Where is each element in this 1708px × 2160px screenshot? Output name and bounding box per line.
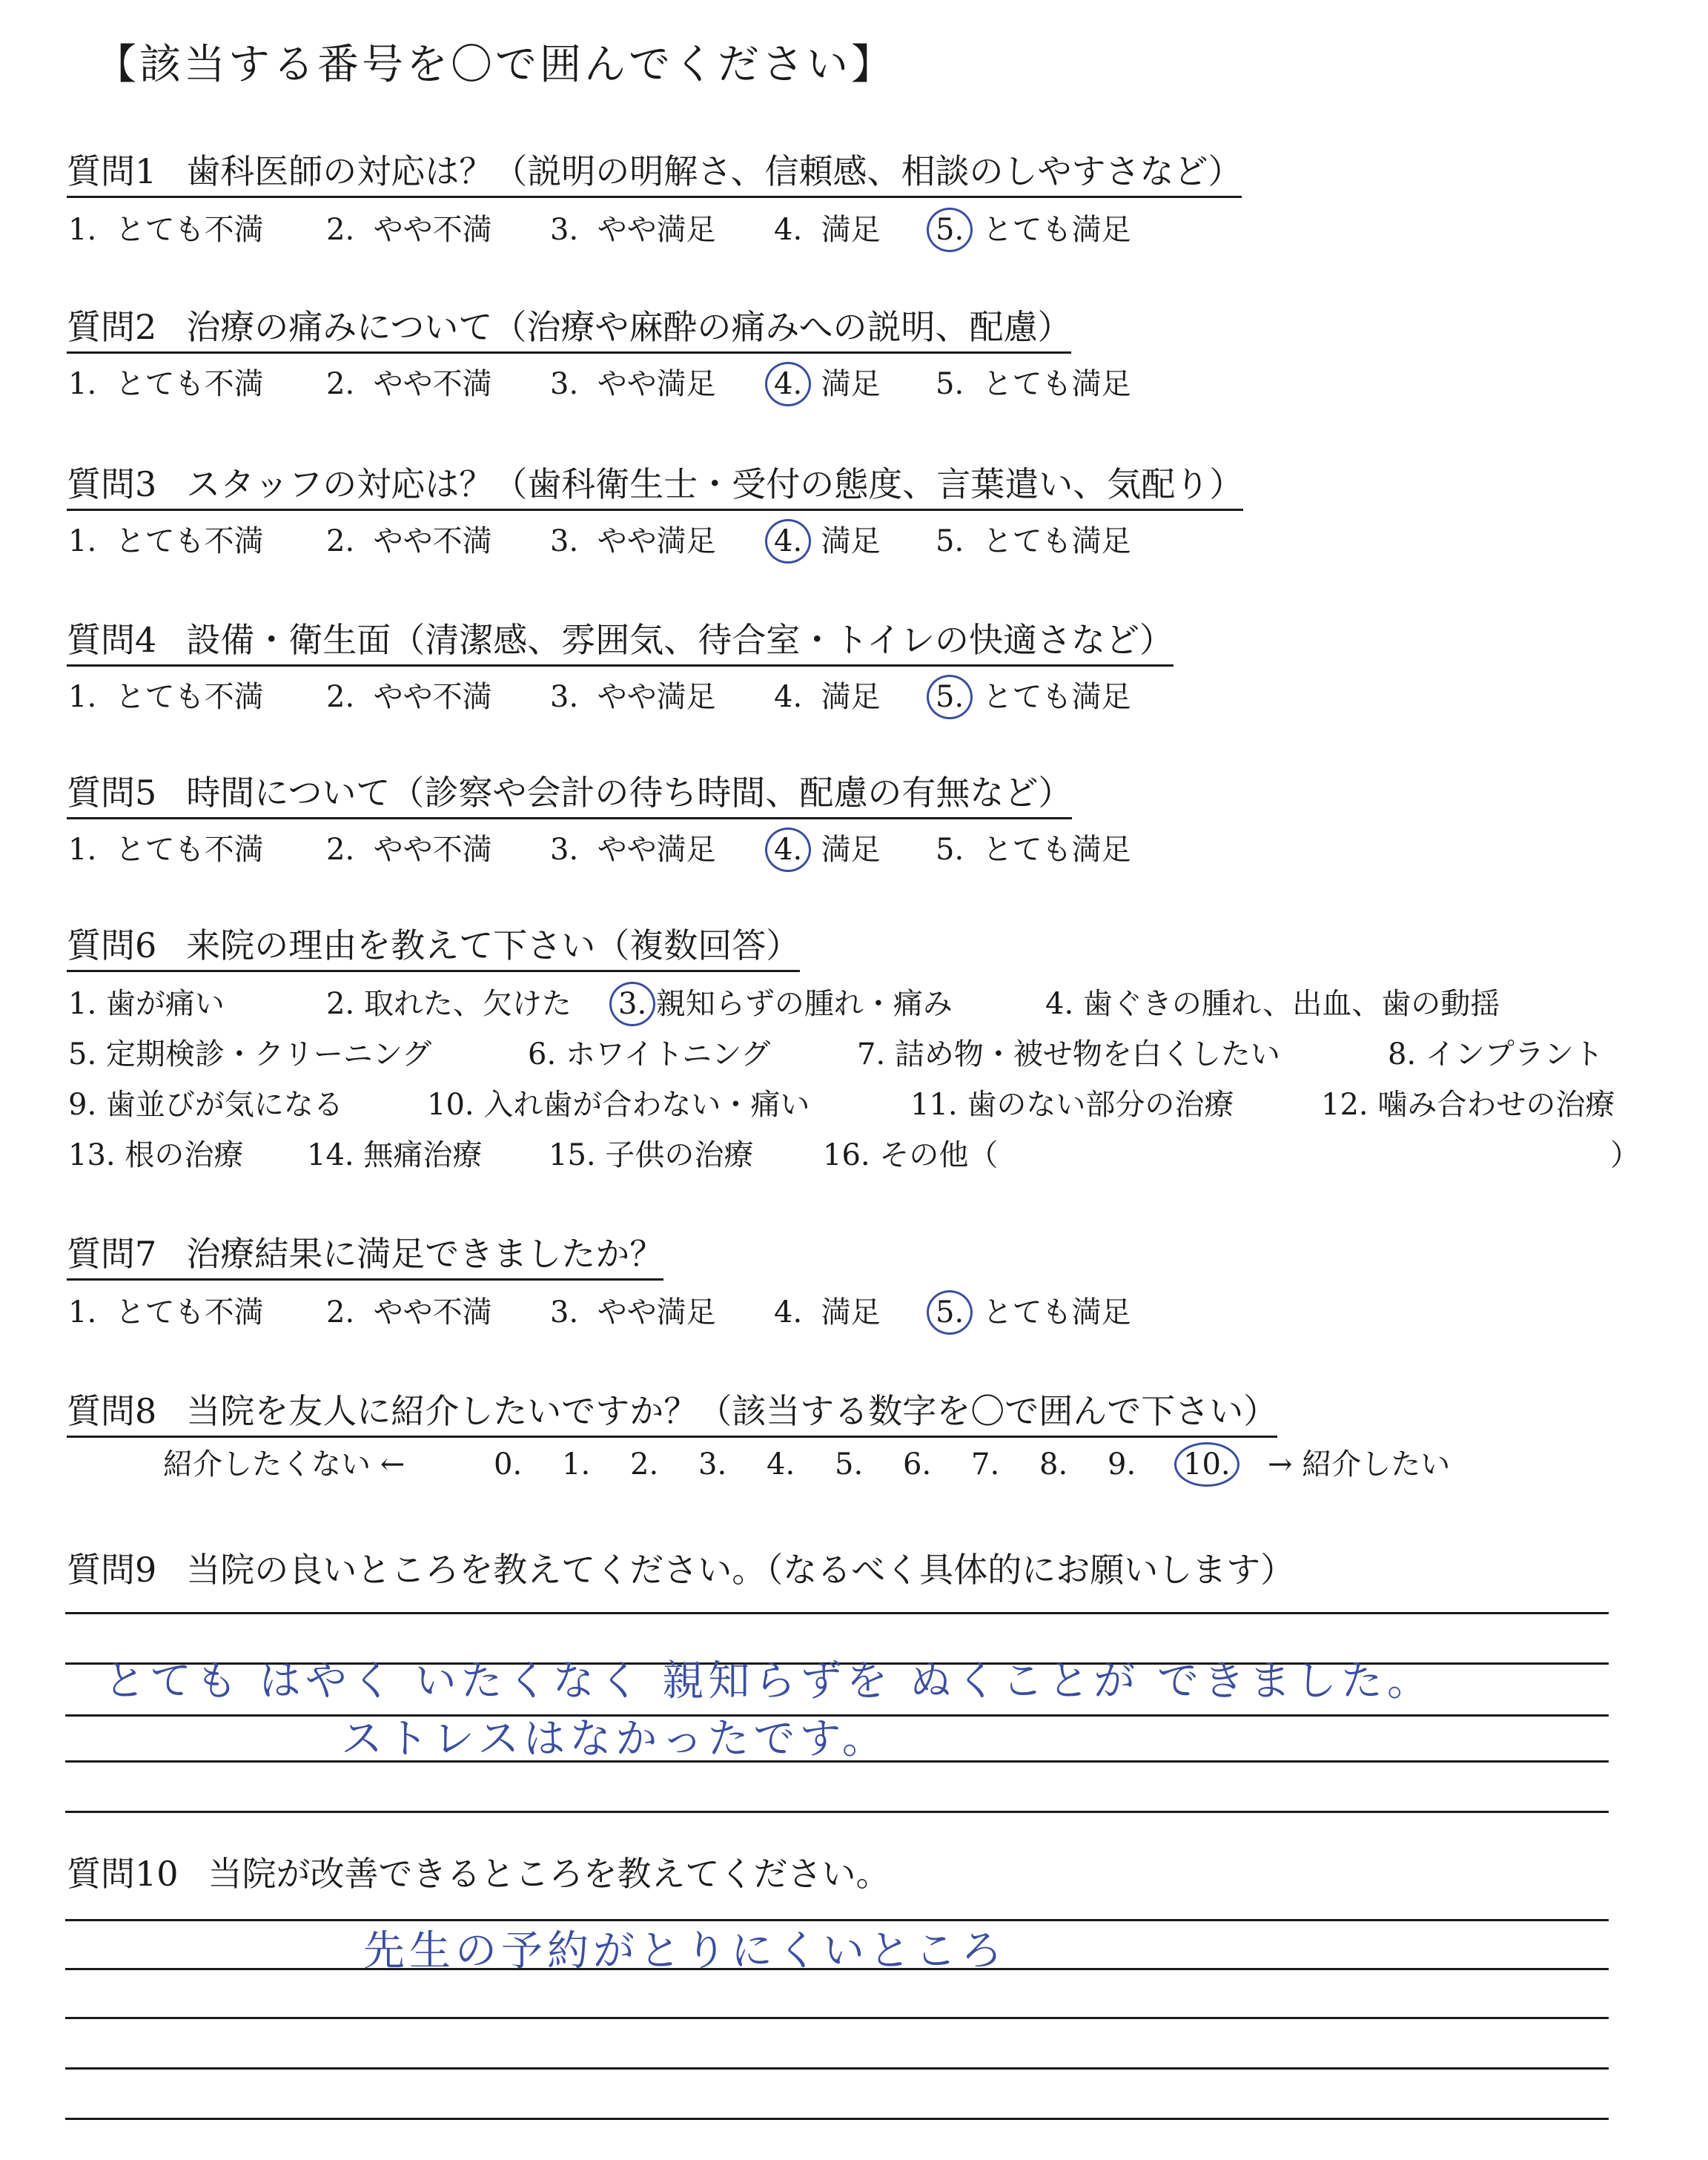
option-number[interactable]: 3. xyxy=(550,680,579,714)
question-10 xyxy=(67,1854,890,1894)
question-text: 歯科医師の対応は？（説明の明解さ、信頼感、相談のしやすさなど） xyxy=(186,151,1242,191)
selected-answer-circle[interactable]: 4. xyxy=(774,833,803,867)
option-number[interactable]: 4. xyxy=(774,213,803,247)
reason-item[interactable]: 4. 歯ぐきの腫れ、出血、歯の動揺 xyxy=(1045,987,1500,1021)
option-label[interactable]: やや満足 xyxy=(597,1295,716,1330)
question-number: 質問8 xyxy=(67,1391,157,1431)
option-number[interactable]: 1. xyxy=(68,213,97,247)
question-text: 当院を友人に紹介したいですか？（該当する数字を〇で囲んで下さい） xyxy=(186,1391,1278,1431)
option-number[interactable]: 2. xyxy=(326,1295,355,1330)
handwritten-answer-q9-line2[interactable]: ストレスはなかったです。 xyxy=(341,1715,888,1763)
question-6 xyxy=(67,925,801,972)
answer-line xyxy=(65,2017,1609,2019)
reason-item[interactable]: 7. 詰め物・被せ物を白くしたい xyxy=(857,1037,1280,1071)
option-label[interactable]: とても満足 xyxy=(982,213,1131,247)
question-text: スタッフの対応は？（歯科衛生士・受付の態度、言葉遣い、気配り） xyxy=(186,464,1244,504)
reason-item[interactable]: 6. ホワイトニング xyxy=(528,1037,771,1071)
question-7 xyxy=(67,1234,664,1281)
question-number: 質問3 xyxy=(67,464,157,504)
scale-option[interactable]: 4. xyxy=(767,1447,795,1482)
option-label[interactable]: 満足 xyxy=(821,1295,881,1330)
option-label[interactable]: 満足 xyxy=(821,680,881,714)
question-2 xyxy=(67,307,1072,354)
option-label[interactable]: やや不満 xyxy=(373,680,492,714)
handwritten-answer-q10-line1[interactable]: 先生の予約がとりにくいところ xyxy=(363,1927,1007,1975)
scale-option[interactable]: 0. xyxy=(494,1447,523,1482)
option-label[interactable]: やや不満 xyxy=(373,213,492,247)
question-1 xyxy=(67,151,1242,198)
selected-answer-circle[interactable]: 10. xyxy=(1183,1447,1231,1482)
question-number: 質問9 xyxy=(67,1550,157,1590)
option-label[interactable]: とても満足 xyxy=(982,1295,1131,1330)
scale-option[interactable]: 7. xyxy=(971,1447,1000,1482)
option-number[interactable]: 4. xyxy=(774,680,803,714)
option-label[interactable]: とても不満 xyxy=(115,833,264,867)
question-number: 質問10 xyxy=(67,1854,179,1894)
scale-option[interactable]: 5. xyxy=(835,1447,864,1482)
option-label[interactable]: とても不満 xyxy=(115,367,264,401)
reason-item[interactable] xyxy=(618,989,953,1019)
reason-item[interactable]: 8. インプラント xyxy=(1388,1037,1603,1071)
option-number[interactable]: 4. xyxy=(774,1295,803,1330)
option-label[interactable]: とても満足 xyxy=(982,524,1131,558)
reason-item[interactable]: 14. 無痛治療 xyxy=(307,1138,483,1172)
reason-item[interactable]: 13. 根の治療 xyxy=(68,1138,244,1172)
reason-item[interactable]: 1. 歯が痛い xyxy=(68,987,225,1021)
option-label[interactable]: 満足 xyxy=(821,367,881,401)
answer-line xyxy=(65,2118,1609,2120)
reason-other[interactable]: 16. その他（ xyxy=(823,1138,999,1172)
option-number[interactable]: 1. xyxy=(68,1295,97,1330)
scale-right-label: → 紹介したい xyxy=(1268,1447,1451,1482)
option-number[interactable]: 5. xyxy=(936,367,964,401)
option-label[interactable]: やや満足 xyxy=(597,833,716,867)
option-label[interactable]: とても満足 xyxy=(982,833,1131,867)
question-number: 質問2 xyxy=(67,307,157,347)
option-label[interactable]: やや不満 xyxy=(373,833,492,867)
option-number[interactable]: 2. xyxy=(326,213,355,247)
question-text: 設備・衛生面（清潔感、雰囲気、待合室・トイレの快適さなど） xyxy=(186,620,1174,660)
option-number[interactable]: 1. xyxy=(68,833,97,867)
question-number: 質問4 xyxy=(67,620,157,660)
reason-item[interactable]: 10. 入れ歯が合わない・痛い xyxy=(427,1088,810,1122)
option-label[interactable]: やや満足 xyxy=(597,213,716,247)
question-number: 質問7 xyxy=(67,1234,157,1274)
selected-answer-circle[interactable]: 4. xyxy=(774,524,803,558)
option-label[interactable]: 満足 xyxy=(821,213,881,247)
selected-answer-circle[interactable]: 5. xyxy=(936,1295,964,1330)
question-text: 当院が改善できるところを教えてください。 xyxy=(208,1854,890,1894)
reason-item[interactable]: 9. 歯並びが気になる xyxy=(68,1088,343,1122)
page-heading: 【該当する番号を〇で囲んでください】 xyxy=(95,41,896,89)
answer-line xyxy=(65,1612,1609,1614)
option-number[interactable]: 1. xyxy=(68,367,97,401)
question-3 xyxy=(67,464,1244,511)
question-number: 質問1 xyxy=(67,151,157,191)
scale-option[interactable]: 8. xyxy=(1039,1447,1068,1482)
answer-line xyxy=(65,1919,1609,1921)
scale-option[interactable]: 2. xyxy=(630,1447,659,1482)
selected-answer-circle[interactable]: 3. xyxy=(618,987,647,1021)
question-number: 質問5 xyxy=(67,773,157,813)
option-label[interactable]: 満足 xyxy=(821,833,881,867)
option-number[interactable]: 3. xyxy=(550,833,579,867)
option-label[interactable]: とても不満 xyxy=(115,524,264,558)
option-number[interactable]: 2. xyxy=(326,367,355,401)
option-label[interactable]: やや不満 xyxy=(373,367,492,401)
question-number: 質問6 xyxy=(67,925,157,965)
question-text: 来院の理由を教えて下さい（複数回答） xyxy=(186,925,801,965)
reason-other-close: ） xyxy=(1610,1138,1640,1172)
option-label[interactable]: とても満足 xyxy=(982,367,1131,401)
option-label[interactable]: やや満足 xyxy=(597,367,716,401)
option-number[interactable]: 1. xyxy=(68,680,97,714)
option-label[interactable]: やや満足 xyxy=(597,524,716,558)
reason-item[interactable]: 12. 噛み合わせの治療 xyxy=(1321,1088,1615,1122)
reason-item[interactable]: 11. 歯のない部分の治療 xyxy=(910,1088,1234,1122)
selected-answer-circle[interactable]: 5. xyxy=(936,213,964,247)
option-label[interactable]: とても不満 xyxy=(115,680,264,714)
question-4 xyxy=(67,620,1174,667)
reason-item[interactable]: 15. 子供の治療 xyxy=(549,1138,754,1172)
option-number[interactable]: 5. xyxy=(936,833,964,867)
selected-answer-circle[interactable]: 4. xyxy=(774,367,803,401)
scale-option[interactable]: 6. xyxy=(903,1447,932,1482)
option-number[interactable]: 2. xyxy=(326,680,355,714)
reason-item[interactable]: 5. 定期検診・クリーニング xyxy=(68,1037,432,1071)
option-number[interactable]: 2. xyxy=(326,524,355,558)
question-text: 治療の痛みについて（治療や麻酔の痛みへの説明、配慮） xyxy=(186,307,1072,347)
scale-option[interactable]: 1. xyxy=(562,1447,591,1482)
reason-item[interactable]: 2. 取れた、欠けた xyxy=(326,987,572,1021)
option-number[interactable]: 3. xyxy=(550,1295,579,1330)
question-8 xyxy=(67,1391,1278,1438)
option-number[interactable]: 1. xyxy=(68,524,97,558)
reason-label[interactable]: 親知らずの腫れ・痛み xyxy=(655,987,953,1021)
option-label[interactable]: やや満足 xyxy=(597,680,716,714)
answer-line xyxy=(65,1811,1609,1813)
option-label[interactable]: とても満足 xyxy=(982,680,1131,714)
option-number[interactable]: 5. xyxy=(936,524,964,558)
question-text: 当院の良いところを教えてください。（なるべく具体的にお願いします） xyxy=(186,1550,1295,1590)
question-text: 時間について（診察や会計の待ち時間、配慮の有無など） xyxy=(186,773,1073,813)
option-label[interactable]: とても不満 xyxy=(115,213,264,247)
option-number[interactable]: 3. xyxy=(550,213,579,247)
option-number[interactable]: 2. xyxy=(326,833,355,867)
selected-answer-circle[interactable]: 5. xyxy=(936,680,964,714)
scale-option[interactable]: 3. xyxy=(698,1447,727,1482)
option-label[interactable]: 満足 xyxy=(821,524,881,558)
option-number[interactable]: 3. xyxy=(550,367,579,401)
scale-left-label: 紹介したくない ← xyxy=(163,1447,406,1482)
answer-line xyxy=(65,2067,1609,2070)
option-number[interactable]: 3. xyxy=(550,524,579,558)
scale-option[interactable]: 9. xyxy=(1108,1447,1136,1482)
question-5 xyxy=(67,773,1073,819)
option-label[interactable]: とても不満 xyxy=(115,1295,264,1330)
option-label[interactable]: やや不満 xyxy=(373,1295,492,1330)
handwritten-answer-q9-line1[interactable]: とても はやく いたくなく 親知らずを ぬくことが できました。 xyxy=(104,1657,1434,1705)
question-9 xyxy=(67,1550,1295,1590)
question-text: 治療結果に満足できましたか？ xyxy=(186,1234,664,1274)
option-label[interactable]: やや不満 xyxy=(373,524,492,558)
